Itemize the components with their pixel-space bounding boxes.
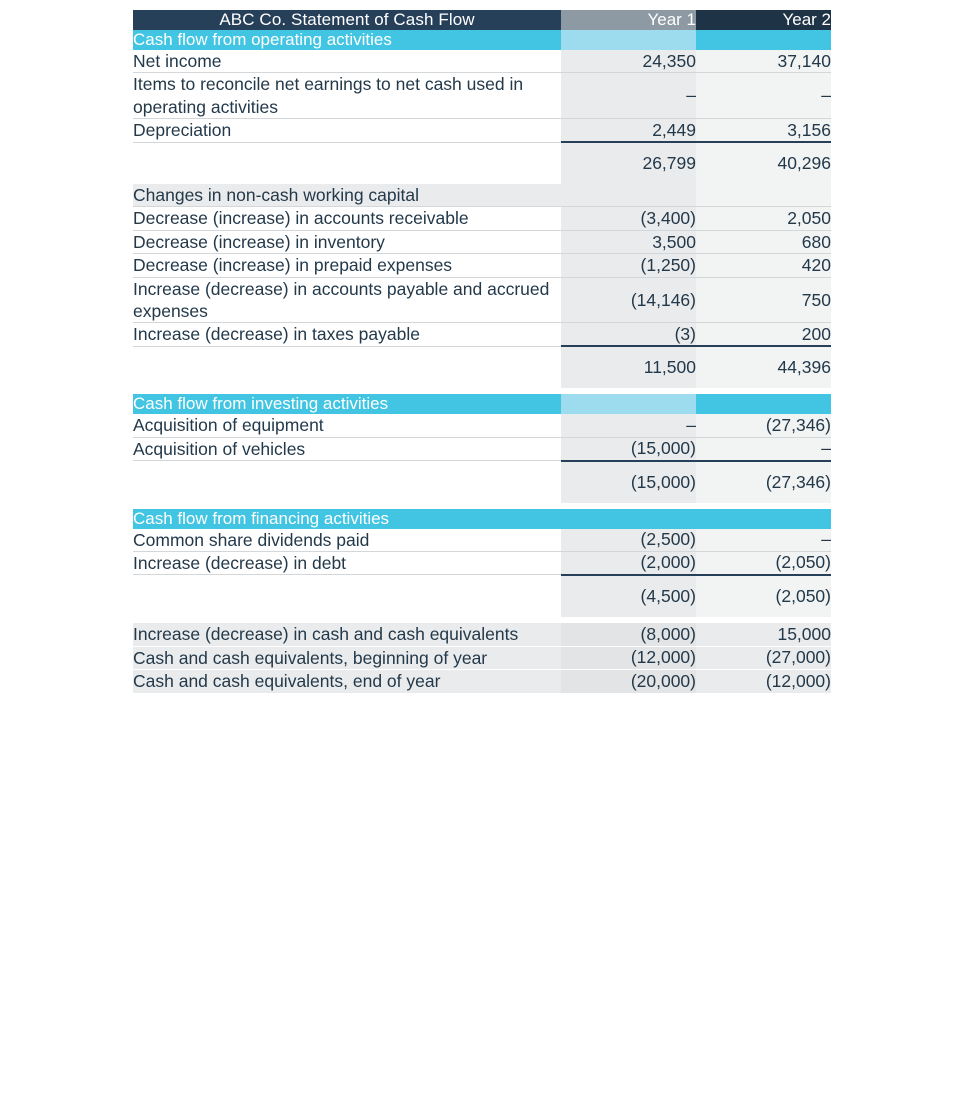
section-investing-activities [133, 394, 831, 414]
row-value-acquisition-equipment-year2: (27,346) [696, 414, 831, 437]
column-header-year2: Year 2 [696, 10, 831, 30]
table-row [133, 414, 831, 437]
row-value-accounts-receivable-year2: 2,050 [696, 207, 831, 230]
column-header-year1: Year 1 [561, 10, 696, 30]
row-label-investing-subtotal [133, 461, 561, 503]
row-value-financing-subtotal-year2: (2,050) [696, 575, 831, 617]
row-value-dividends-paid-year2: – [696, 529, 831, 552]
row-label-acquisition-vehicles: Acquisition of vehicles [133, 437, 561, 460]
table-header-row [133, 10, 831, 30]
row-value-inventory-year2: 680 [696, 230, 831, 253]
table-row [133, 551, 831, 574]
section-label-operating: Cash flow from operating activities [133, 30, 561, 50]
section-spacer-wc-year2 [696, 184, 831, 207]
row-value-operating-subtotal-year2: 40,296 [696, 142, 831, 184]
row-label-inventory: Decrease (increase) in inventory [133, 230, 561, 253]
table-row-subtotal [133, 575, 831, 617]
table-row [133, 323, 831, 346]
row-label-financing-subtotal [133, 575, 561, 617]
row-value-net-change-in-cash-year2: 15,000 [696, 623, 831, 646]
table-row [133, 437, 831, 460]
row-label-net-change-in-cash: Increase (decrease) in cash and cash equivalents [133, 623, 561, 646]
row-label-accounts-receivable: Decrease (increase) in accounts receivable [133, 207, 561, 230]
row-value-reconcile-items-year1: – [561, 73, 696, 119]
cash-flow-table [133, 10, 831, 694]
table-row-subtotal [133, 142, 831, 184]
row-label-net-income: Net income [133, 50, 561, 73]
table-row [133, 529, 831, 552]
row-label-dividends-paid: Common share dividends paid [133, 529, 561, 552]
row-value-prepaid-expenses-year2: 420 [696, 254, 831, 277]
row-value-net-income-year1: 24,350 [561, 50, 696, 73]
row-value-accounts-payable-year1: (14,146) [561, 277, 696, 323]
row-label-operating-subtotal [133, 142, 561, 184]
table-row-subtotal [133, 346, 831, 388]
row-label-accounts-payable: Increase (decrease) in accounts payable and accrued expenses [133, 277, 561, 323]
row-label-reconcile-items: Items to reconcile net earnings to net cash used in operating activities [133, 73, 561, 119]
row-value-accounts-payable-year2: 750 [696, 277, 831, 323]
row-label-depreciation: Depreciation [133, 119, 561, 142]
row-value-wc-subtotal-year1: 11,500 [561, 346, 696, 388]
section-financing-activities [133, 509, 831, 529]
table-row [133, 119, 831, 142]
row-value-cash-end-of-year-year1: (20,000) [561, 670, 696, 694]
row-label-cash-end-of-year: Cash and cash equivalents, end of year [133, 670, 561, 694]
row-label-taxes-payable: Increase (decrease) in taxes payable [133, 323, 561, 346]
row-label-wc-subtotal [133, 346, 561, 388]
row-label-increase-debt: Increase (decrease) in debt [133, 551, 561, 574]
row-value-increase-debt-year2: (2,050) [696, 551, 831, 574]
table-row [133, 73, 831, 119]
row-value-depreciation-year2: 3,156 [696, 119, 831, 142]
row-value-cash-beginning-of-year-year2: (27,000) [696, 646, 831, 670]
section-spacer-year2 [696, 30, 831, 50]
row-value-financing-subtotal-year1: (4,500) [561, 575, 696, 617]
row-label-cash-beginning-of-year: Cash and cash equivalents, beginning of year [133, 646, 561, 670]
row-value-inventory-year1: 3,500 [561, 230, 696, 253]
row-value-acquisition-vehicles-year2: – [696, 437, 831, 460]
section-label-financing: Cash flow from financing activities [133, 509, 831, 529]
row-value-taxes-payable-year2: 200 [696, 323, 831, 346]
row-value-accounts-receivable-year1: (3,400) [561, 207, 696, 230]
row-value-depreciation-year1: 2,449 [561, 119, 696, 142]
section-spacer-inv-year2 [696, 394, 831, 414]
table-row [133, 277, 831, 323]
table-row [133, 254, 831, 277]
section-spacer-year1 [561, 30, 696, 50]
row-label-acquisition-equipment: Acquisition of equipment [133, 414, 561, 437]
row-value-investing-subtotal-year1: (15,000) [561, 461, 696, 503]
table-row-summary [133, 670, 831, 694]
row-value-investing-subtotal-year2: (27,346) [696, 461, 831, 503]
row-value-acquisition-equipment-year1: – [561, 414, 696, 437]
row-label-prepaid-expenses: Decrease (increase) in prepaid expenses [133, 254, 561, 277]
table-row-subtotal [133, 461, 831, 503]
section-working-capital [133, 184, 831, 207]
table-row [133, 230, 831, 253]
row-value-net-change-in-cash-year1: (8,000) [561, 623, 696, 646]
row-value-cash-beginning-of-year-year1: (12,000) [561, 646, 696, 670]
row-value-acquisition-vehicles-year1: (15,000) [561, 437, 696, 460]
row-value-cash-end-of-year-year2: (12,000) [696, 670, 831, 694]
section-spacer-wc-year1 [561, 184, 696, 207]
row-value-increase-debt-year1: (2,000) [561, 551, 696, 574]
table-row-summary [133, 646, 831, 670]
section-spacer-inv-year1 [561, 394, 696, 414]
section-operating-activities [133, 30, 831, 50]
row-value-taxes-payable-year1: (3) [561, 323, 696, 346]
section-label-working-capital: Changes in non-cash working capital [133, 184, 561, 207]
table-row [133, 207, 831, 230]
table-row [133, 50, 831, 73]
statement-title: ABC Co. Statement of Cash Flow [133, 10, 561, 30]
row-value-reconcile-items-year2: – [696, 73, 831, 119]
row-value-operating-subtotal-year1: 26,799 [561, 142, 696, 184]
row-value-prepaid-expenses-year1: (1,250) [561, 254, 696, 277]
row-value-dividends-paid-year1: (2,500) [561, 529, 696, 552]
section-label-investing: Cash flow from investing activities [133, 394, 561, 414]
row-value-net-income-year2: 37,140 [696, 50, 831, 73]
row-value-wc-subtotal-year2: 44,396 [696, 346, 831, 388]
table-row-summary [133, 623, 831, 646]
